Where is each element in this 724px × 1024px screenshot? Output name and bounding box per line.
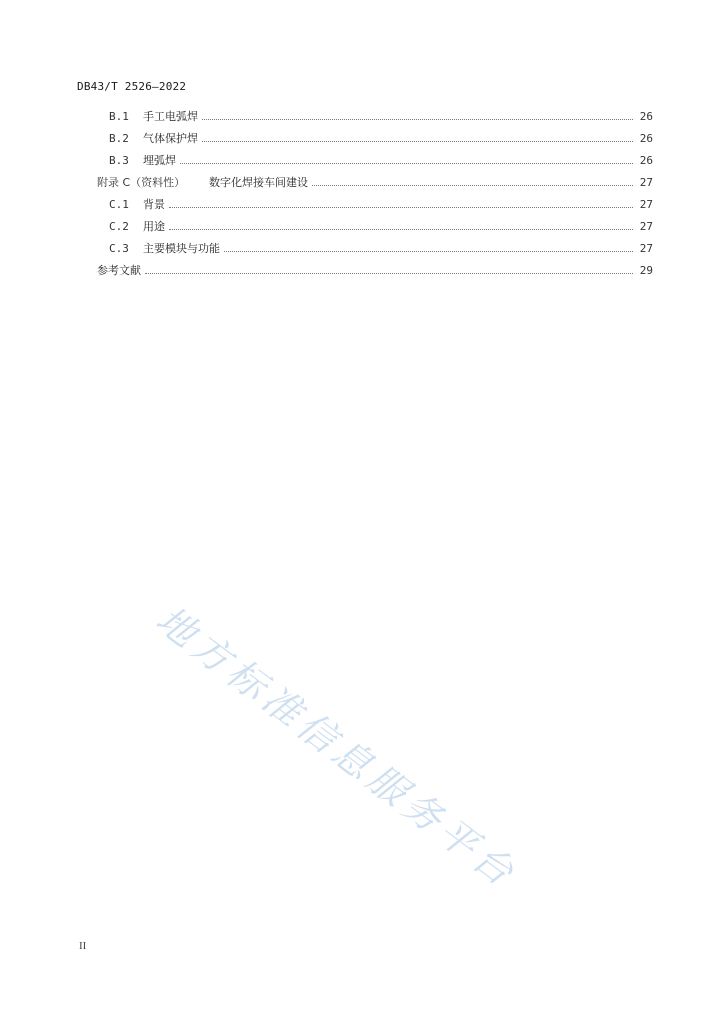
- toc-entry-b3[interactable]: [109, 151, 653, 169]
- watermark-text: 地方标准信息服务平台: [148, 597, 526, 898]
- toc-dot-leader: [312, 184, 633, 186]
- toc-entry-title: 用途: [143, 220, 165, 233]
- toc-entry-number: C.1: [109, 197, 129, 211]
- toc-entry-page: 27: [639, 219, 653, 233]
- document-code-header: DB43/T 2526—2022: [77, 80, 187, 93]
- page-number-footer: II: [79, 940, 87, 952]
- toc-entry-number: C.3: [109, 241, 129, 255]
- toc-entry-page: 26: [639, 153, 653, 167]
- toc-entry-b2[interactable]: [109, 129, 653, 147]
- toc-entry-page: 27: [639, 175, 653, 189]
- toc-entry-title: 参考文献: [97, 264, 141, 277]
- toc-entry-number: B.1: [109, 109, 129, 123]
- toc-dot-leader: [202, 118, 633, 120]
- toc-entry-b1[interactable]: [109, 107, 653, 125]
- toc-entry-page: 27: [639, 197, 653, 211]
- toc-entry-c3[interactable]: [109, 239, 653, 257]
- toc-entry-number: C.2: [109, 219, 129, 233]
- toc-entry-title: 气体保护焊: [143, 132, 198, 145]
- toc-entry-page: 29: [639, 263, 653, 277]
- toc-entry-title: 主要模块与功能: [143, 242, 220, 255]
- toc-entry-title: 手工电弧焊: [143, 110, 198, 123]
- toc-entry-title: 背景: [143, 198, 165, 211]
- toc-entry-page: 26: [639, 109, 653, 123]
- toc-entry-page: 27: [639, 241, 653, 255]
- toc-dot-leader: [145, 272, 633, 274]
- toc-dot-leader: [169, 228, 633, 230]
- toc-entry-title: 数字化焊接车间建设: [209, 176, 308, 189]
- toc-entry-page: 26: [639, 131, 653, 145]
- toc-dot-leader: [224, 250, 633, 252]
- toc-dot-leader: [169, 206, 633, 208]
- toc-entry-title: 埋弧焊: [143, 154, 176, 167]
- toc-entry-c1[interactable]: [109, 195, 653, 213]
- toc-entry-number: 附录 C（资料性）: [97, 176, 186, 189]
- toc-dot-leader: [202, 140, 633, 142]
- toc-entry-number: B.2: [109, 131, 129, 145]
- toc-entry-number: B.3: [109, 153, 129, 167]
- toc-entry-c2[interactable]: [109, 217, 653, 235]
- toc-entry-appendix-c[interactable]: [97, 173, 653, 191]
- toc-dot-leader: [180, 162, 633, 164]
- toc-entry-references[interactable]: [97, 261, 653, 279]
